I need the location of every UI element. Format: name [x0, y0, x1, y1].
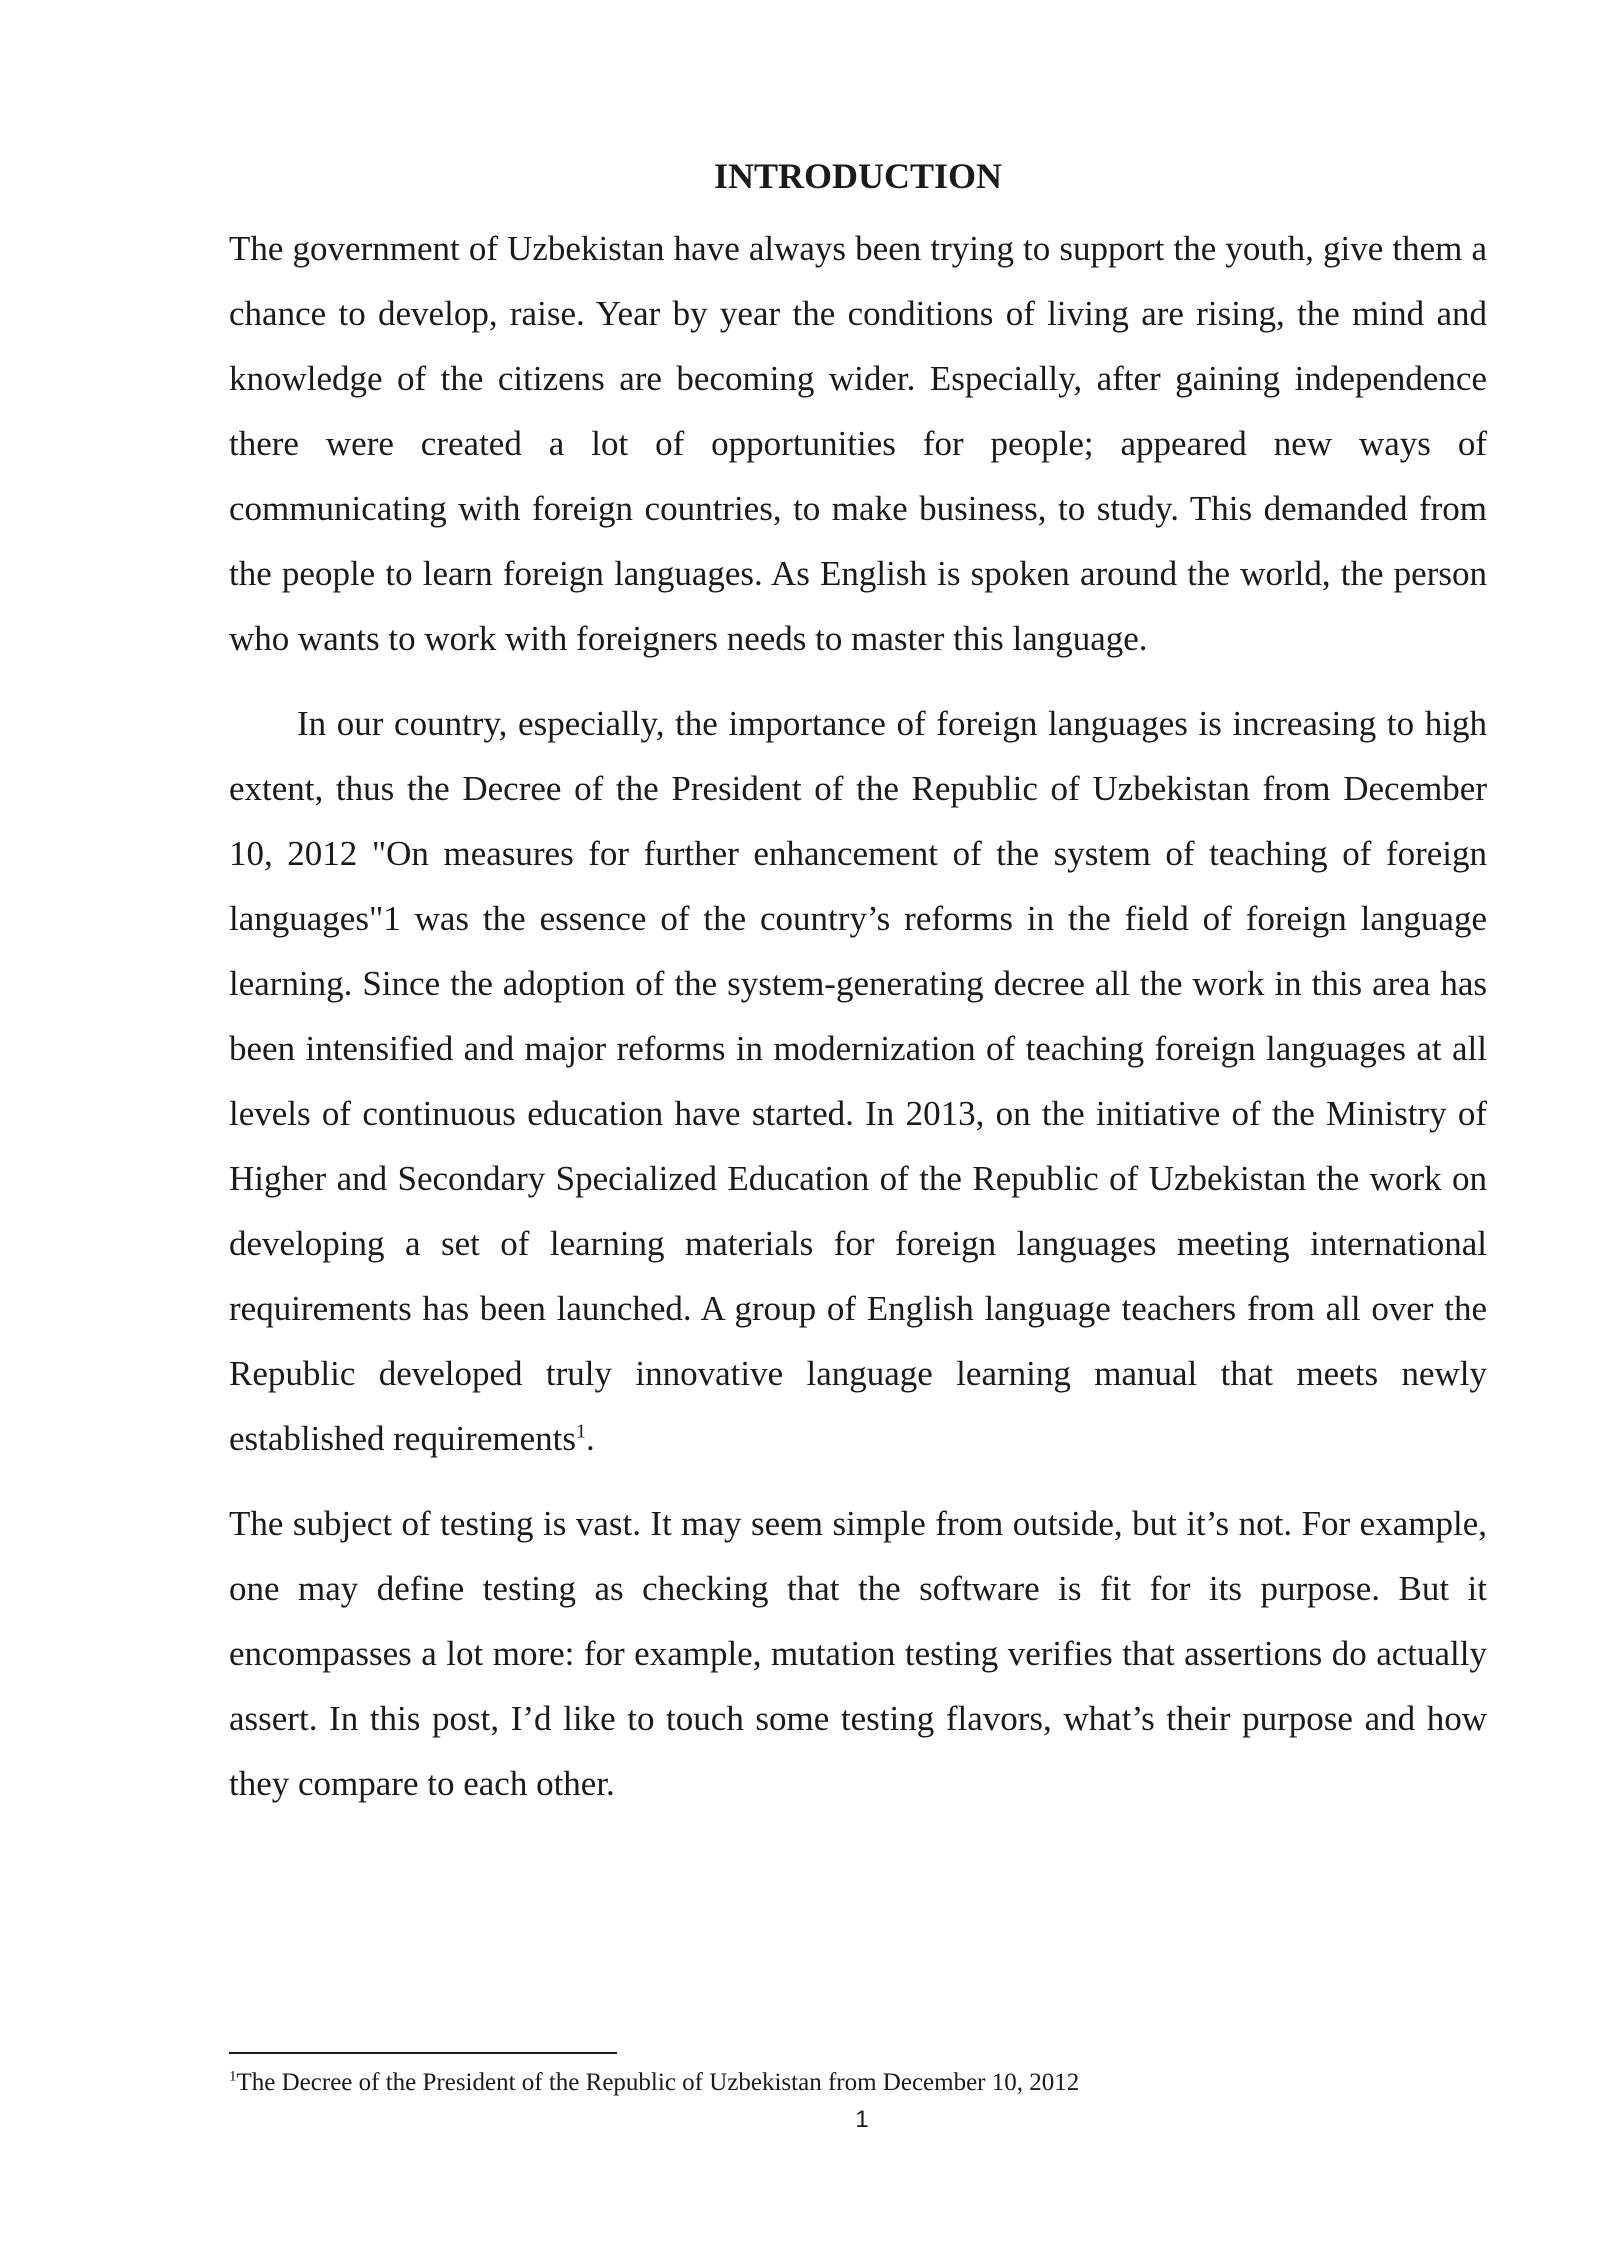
- paragraph-2-text: In our country, especially, the importance of foreign languages is increasing to high extent, thus the Decree of the President of the Republic of Uzbekistan from December 10, 2012 "On measures for further enhancement of the system of teaching of foreign languages"1 was the essence of the country’s reforms in the field of foreign language learning. Since the adoption of the system-generating decree all the work in this area has been intensified and major reforms in modernization of teaching foreign languages at all levels of continuous education have started. In 2013, on the initiative of the Ministry of Higher and Secondary Specialized Education of the Republic of Uzbekistan the work on developing a set of learning materials for foreign languages meeting international requirements has been launched. A group of English language teachers from all over the Republic developed truly innovative language learning manual that meets newly established requirements: [229, 704, 1487, 1458]
- document-body: [229, 148, 1487, 1836]
- paragraph-1: The government of Uzbekistan have always been trying to support the youth, give them a chance to develop, raise. Year by year the conditions of living are rising, the mind and knowledge of the citizens are becoming wider. Especially, after gaining independence there were created a lot of opportunities for people; appeared new ways of communicating with foreign countries, to make business, to study. This demanded from the people to learn foreign languages. As English is spoken around the world, the person who wants to work with foreigners needs to master this language.: [229, 229, 1487, 658]
- paragraph-2: [229, 691, 1487, 1471]
- footnote-reference[interactable]: 1: [575, 1420, 586, 1443]
- footnote: [229, 2066, 1487, 2100]
- page-title: INTRODUCTION: [713, 156, 1003, 196]
- footnote-marker: 1: [229, 2068, 237, 2085]
- paragraph-3: The subject of testing is vast. It may seem simple from outside, but it’s not. For example, one may define testing as checking that the software is fit for its purpose. But it encompasses a lot more: for example, mutation testing verifies that assertions do actually assert. In this post, I’d like to touch some testing flavors, what’s their purpose and how they compare to each other.: [229, 1504, 1487, 1803]
- footnote-separator: [229, 2052, 617, 2054]
- footnote-text: The Decree of the President of the Republic of Uzbekistan from December 10, 2012: [236, 2069, 1080, 2096]
- paragraph-2-end: .: [585, 1419, 595, 1458]
- page-number: 1: [855, 2106, 869, 2133]
